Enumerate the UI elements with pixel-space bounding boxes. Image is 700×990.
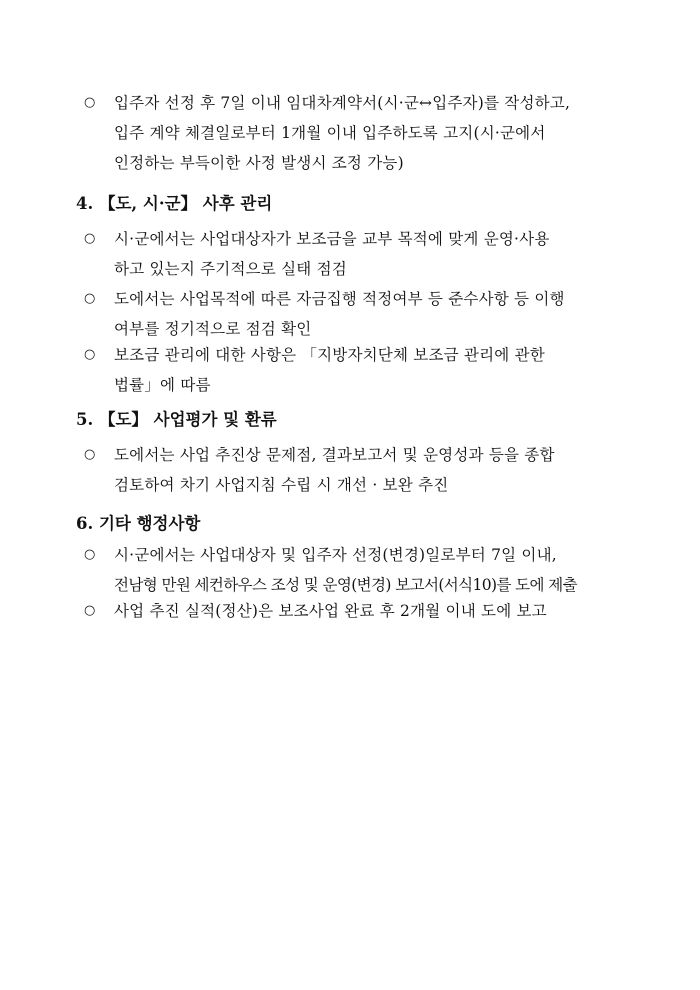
bullet-line: 검토하여 차기 사업지침 수립 시 개선 · 보완 추진 xyxy=(114,476,449,494)
bullet-mark: ○ xyxy=(84,231,96,246)
bullet-line: 사업 추진 실적(정산)은 보조사업 완료 후 2개월 이내 도에 보고 xyxy=(114,602,547,620)
bullet-line: 입주 계약 체결일로부터 1개월 이내 입주하도록 고지(시·군에서 xyxy=(114,124,546,142)
bullet-line: 보조금 관리에 대한 사항은 「지방자치단체 보조금 관리에 관한 xyxy=(114,346,545,364)
bullet-line: 여부를 정기적으로 점검 확인 xyxy=(114,320,312,338)
bullet-line: 도에서는 사업목적에 따른 자금집행 적정여부 등 준수사항 등 이행 xyxy=(114,290,565,308)
bullet-line: 전남형 만원 세컨하우스 조성 및 운영(변경) 보고서(서식10)를 도에 제출 xyxy=(114,576,578,594)
section4-bullet xyxy=(84,284,644,344)
section4-bullet xyxy=(84,340,644,400)
bullet-mark: ○ xyxy=(84,291,96,306)
bullet-line: 하고 있는지 주기적으로 실태 점검 xyxy=(114,260,347,278)
bullet-mark: ○ xyxy=(84,447,96,462)
bullet-mark: ○ xyxy=(84,95,96,110)
bullet-line: 도에서는 사업 추진상 문제점, 결과보고서 및 운영성과 등을 종합 xyxy=(114,446,555,464)
bullet-mark: ○ xyxy=(84,603,96,618)
section-heading-6: 6. 기타 행정사항 xyxy=(76,514,201,533)
bullet-line: 시·군에서는 사업대상자 및 입주자 선정(변경)일로부터 7일 이내, xyxy=(114,546,557,564)
bullet-mark: ○ xyxy=(84,547,96,562)
section-heading-5: 5. 【도】 사업평가 및 환류 xyxy=(76,410,277,429)
bullet-line: 인정하는 부득이한 사정 발생시 조정 가능) xyxy=(114,154,404,172)
bullet-line: 시·군에서는 사업대상자가 보조금을 교부 목적에 맞게 운영·사용 xyxy=(114,230,550,248)
section5-bullet xyxy=(84,440,644,500)
section6-bullet xyxy=(84,596,644,626)
section6-bullet xyxy=(84,540,644,600)
bullet-mark: ○ xyxy=(84,347,96,362)
bullet-line: 법률」에 따름 xyxy=(114,376,211,394)
top-bullet xyxy=(84,88,644,178)
bullet-line: 입주자 선정 후 7일 이내 임대차계약서(시·군↔입주자)를 작성하고, xyxy=(114,94,571,112)
section4-bullet xyxy=(84,224,644,284)
section-heading-4: 4. 【도, 시·군】 사후 관리 xyxy=(76,194,273,213)
